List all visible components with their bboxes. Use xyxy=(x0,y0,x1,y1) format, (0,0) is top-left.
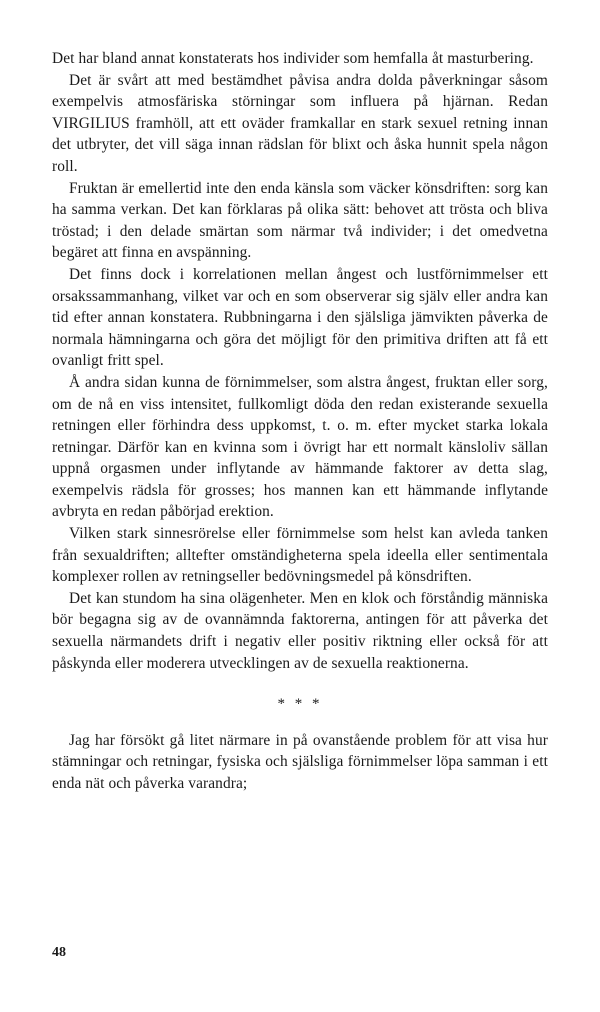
paragraph-8: Jag har försökt gå litet närmare in på ovanstående problem för att visa hur stämningar och retningar, fysiska och själsliga förnimmelser löpa samman i ett enda nät och påverka varandra; xyxy=(52,731,548,792)
paragraph-5: Å andra sidan kunna de förnimmelser, som alstra ångest, fruktan eller sorg, om de nå en viss intensitet, fullkomligt döda den redan existerande sexuella retningen eller förhindra dess uppkomst, t. o. m. efter mycket starka lokala retningar. Därför kan en kvinna som i övrigt har ett normalt känsloliv sällan uppnå orgasmen under inflytande av hämmande faktorer av detta slag, exempelvis rädsla för grosses; hos mannen kan ett hämmande inflytande avbryta en redan påbörjad erektion. xyxy=(52,373,548,521)
section-divider: * * * xyxy=(277,696,323,713)
paragraph-3: Fruktan är emellertid inte den enda känsla som väcker könsdriften: sorg kan ha samma verkan. Det kan förklaras på olika sätt: behovet att trösta och bliva tröstad; i den delade smärtan som närmar två individer; i det omedvetna begäret att finna en avspänning. xyxy=(52,179,548,262)
paragraph-6: Vilken stark sinnesrörelse eller förnimmelse som helst kan avleda tanken från sexualdriften; alltefter omständigheterna spela ideella eller sentimentala komplexer rollen av retningseller bedövningsmedel på könsdriften. xyxy=(52,525,548,586)
paragraph-1: Det har bland annat konstaterats hos individer som hemfalla åt masturbering. xyxy=(52,50,534,67)
paragraph-2: Det är svårt att med bestämdhet påvisa andra dolda påverkningar såsom exempelvis atmosfäriska störningar som influera på hjärnan. Redan VIRGILIUS framhöll, att ett oväder framkallar en stark sexuel retning innan det utbryter, det vill säga innan rädslan för blixt och åska hunnit spela någon roll. xyxy=(52,71,548,175)
page-body xyxy=(52,48,548,795)
paragraph-7: Det kan stundom ha sina olägenheter. Men en klok och förståndig människa bör begagna sig av de ovannämnda faktorerna, antingen för att påverka det sexuella närmandets drift i negativ eller positiv riktning eller också för att påskynda eller moderera utvecklingen av de sexuella reaktionerna. xyxy=(52,589,548,672)
paragraph-4: Det finns dock i korrelationen mellan ångest och lustförnimmelser ett orsakssammanhang, vilket var och en som observerar sig själv eller andra kan tid efter annan konstatera. Rubbningarna i den själsliga jämvikten påverka de normala hämningarna och göra det möjligt för den primitiva driften att få ett ovanligt fritt spel. xyxy=(52,265,548,370)
page-number: 48 xyxy=(52,945,66,960)
